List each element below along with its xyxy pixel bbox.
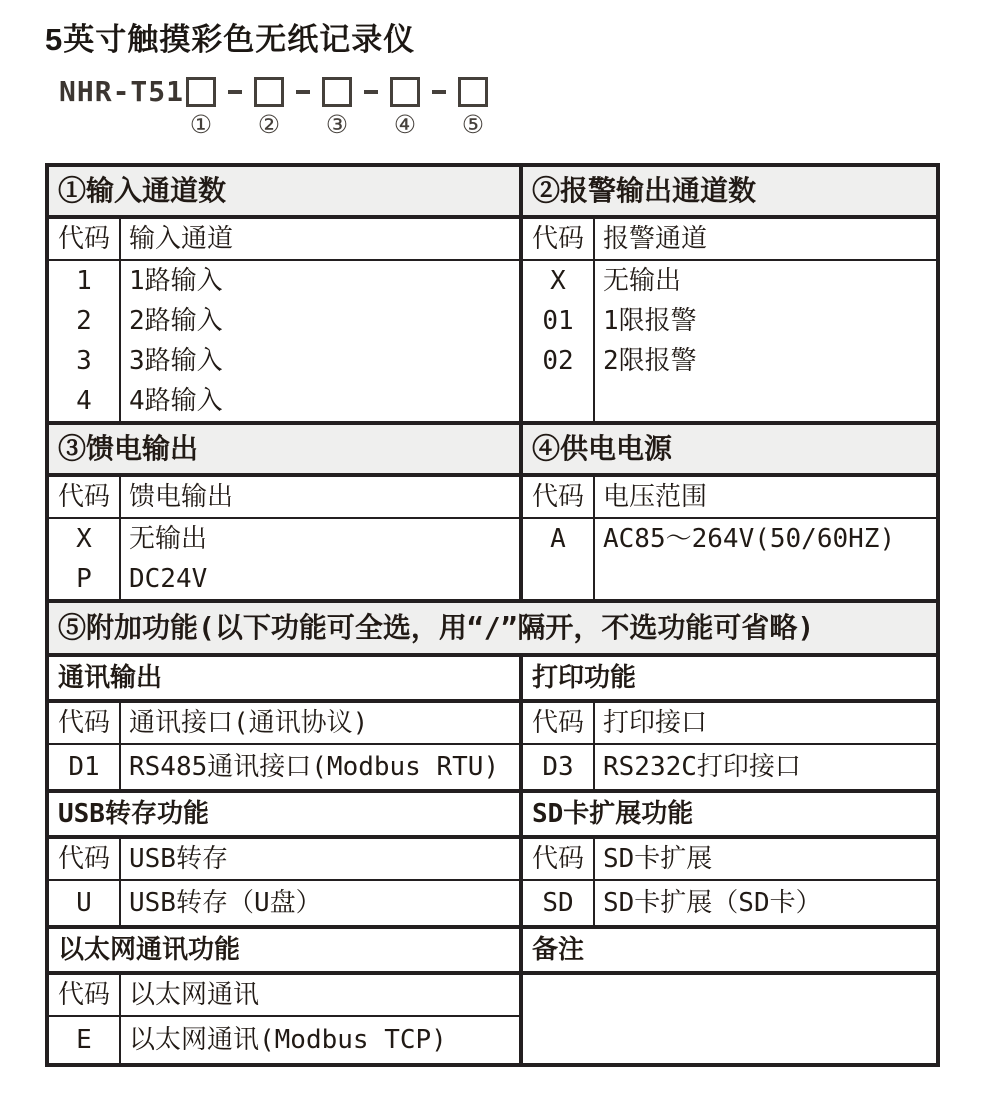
section-5-header xyxy=(49,599,936,653)
section-header-row-1-2 xyxy=(49,167,936,215)
sec3-code: P xyxy=(76,564,92,594)
remark-empty-cell xyxy=(523,975,936,1063)
sd-code-header: 代码 xyxy=(523,839,595,879)
sec3-value-header: 馈电输出 xyxy=(129,482,234,512)
dash-separator xyxy=(432,90,446,94)
position-label-3: ③ xyxy=(325,110,349,139)
code-box-4 xyxy=(390,77,420,107)
sd-code: SD xyxy=(523,881,595,925)
position-label-5: ⑤ xyxy=(461,110,485,139)
sec2-value: 1限报警 xyxy=(603,306,697,336)
column-header-row-3-4 xyxy=(49,473,936,517)
section-1-title: ①输入通道数 xyxy=(58,174,227,207)
dash-separator xyxy=(228,90,242,94)
sub-header-usb-sd xyxy=(49,789,936,835)
sd-value-header: SD卡扩展 xyxy=(603,844,713,874)
bottom-section xyxy=(49,971,936,1063)
sub-header-comm-print xyxy=(49,653,936,699)
model-slot-4 xyxy=(390,77,420,138)
sec3-code: X xyxy=(76,524,92,554)
print-value-header: 打印接口 xyxy=(603,708,708,738)
sec1-value-header: 输入通道 xyxy=(129,224,234,254)
section-4-title: ④供电电源 xyxy=(532,432,673,465)
sd-title: SD卡扩展功能 xyxy=(532,799,694,829)
column-header-usb-sd xyxy=(49,835,936,879)
page-title: 5英寸触摸彩色无纸记录仪 xyxy=(45,22,416,57)
print-code: D3 xyxy=(523,745,595,789)
section-2-title: ②报警输出通道数 xyxy=(532,174,757,207)
sec2-value: 无输出 xyxy=(603,266,682,296)
sec4-value: AC85～264V(50/60HZ) xyxy=(603,524,896,554)
comm-value-header: 通讯接口(通讯协议) xyxy=(129,708,369,738)
print-title: 打印功能 xyxy=(532,663,637,693)
sub-header-ethernet-remark xyxy=(49,925,936,971)
sec2-code: X xyxy=(550,266,566,296)
model-prefix: NHR-T51 xyxy=(59,75,185,108)
sec1-value: 3路输入 xyxy=(129,346,223,376)
ethernet-code: E xyxy=(49,1017,121,1063)
code-box-3 xyxy=(322,77,352,107)
comm-title: 通讯输出 xyxy=(58,663,163,693)
sec1-code: 4 xyxy=(76,386,92,416)
position-label-4: ④ xyxy=(393,110,417,139)
data-row-usb-sd xyxy=(49,879,936,925)
column-header-comm-print xyxy=(49,699,936,743)
sd-value: SD卡扩展（SD卡） xyxy=(603,888,822,918)
sec2-value: 2限报警 xyxy=(603,346,697,376)
usb-value-header: USB转存 xyxy=(129,844,228,874)
section-5-title: ⑤附加功能(以下功能可全选，用“/”隔开，不选功能可省略) xyxy=(58,611,815,644)
data-row-comm-print xyxy=(49,743,936,789)
data-block-3-4 xyxy=(49,517,936,599)
sec1-code-header: 代码 xyxy=(49,219,121,259)
sec2-code: 02 xyxy=(542,346,574,376)
sec4-value-header: 电压范围 xyxy=(603,482,708,512)
sec2-code: 01 xyxy=(542,306,574,336)
sec2-code-header: 代码 xyxy=(523,219,595,259)
model-slot-3 xyxy=(322,77,352,138)
remark-title: 备注 xyxy=(532,935,585,965)
comm-value: RS485通讯接口(Modbus RTU) xyxy=(129,752,500,782)
code-box-1 xyxy=(186,77,216,107)
sec4-code-header: 代码 xyxy=(523,477,595,517)
sec3-value: DC24V xyxy=(129,564,208,594)
sec1-value: 1路输入 xyxy=(129,266,223,296)
dash-separator xyxy=(364,90,378,94)
sec1-code: 1 xyxy=(76,266,92,296)
sec2-value-header: 报警通道 xyxy=(603,224,708,254)
ethernet-title: 以太网通讯功能 xyxy=(58,935,241,965)
sec1-value: 2路输入 xyxy=(129,306,223,336)
comm-code-header: 代码 xyxy=(49,703,121,743)
ethernet-value-header: 以太网通讯 xyxy=(129,980,260,1010)
sec1-value: 4路输入 xyxy=(129,386,223,416)
data-block-1-2 xyxy=(49,259,936,421)
section-3-title: ③馈电输出 xyxy=(58,432,199,465)
section-header-row-3-4 xyxy=(49,421,936,473)
spec-table xyxy=(45,163,940,1067)
model-code-line xyxy=(59,77,990,139)
usb-title: USB转存功能 xyxy=(58,799,209,829)
position-label-1: ① xyxy=(189,110,213,139)
sec3-code-header: 代码 xyxy=(49,477,121,517)
sec1-code: 2 xyxy=(76,306,92,336)
print-code-header: 代码 xyxy=(523,703,595,743)
comm-code: D1 xyxy=(49,745,121,789)
ethernet-value: 以太网通讯(Modbus TCP) xyxy=(129,1025,447,1055)
usb-code-header: 代码 xyxy=(49,839,121,879)
usb-value: USB转存（U盘） xyxy=(129,888,322,918)
print-value: RS232C打印接口 xyxy=(603,752,801,782)
model-slot-1 xyxy=(186,77,216,138)
model-slot-2 xyxy=(254,77,284,138)
model-slot-5 xyxy=(458,77,488,138)
sec3-value: 无输出 xyxy=(129,524,208,554)
code-box-2 xyxy=(254,77,284,107)
position-label-2: ② xyxy=(257,110,281,139)
code-box-5 xyxy=(458,77,488,107)
usb-code: U xyxy=(49,881,121,925)
column-header-row-1-2 xyxy=(49,215,936,259)
dash-separator xyxy=(296,90,310,94)
ethernet-code-header: 代码 xyxy=(49,975,121,1015)
sec1-code: 3 xyxy=(76,346,92,376)
sec4-code: A xyxy=(550,524,566,554)
